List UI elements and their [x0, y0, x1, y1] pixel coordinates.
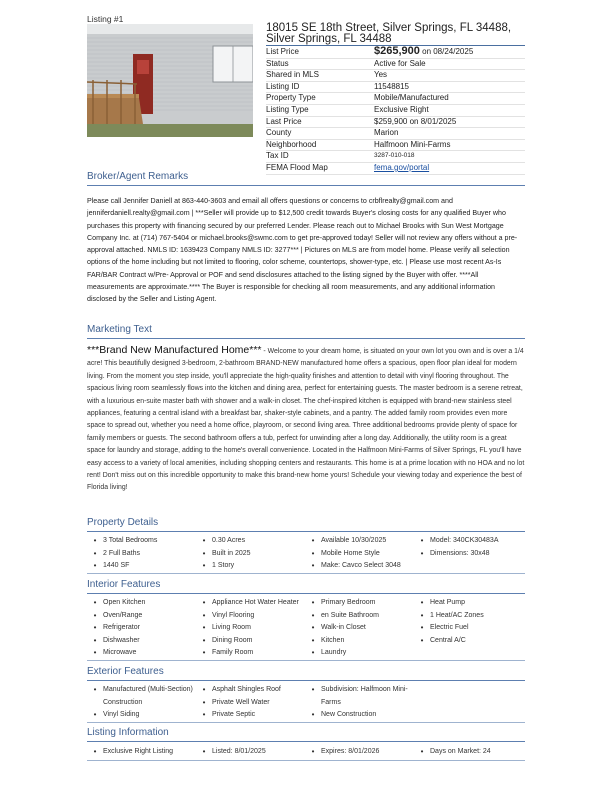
list-item: • Walk-in Closet: [311, 623, 366, 632]
exterior-features-list: [87, 684, 525, 722]
detail-key: Neighborhood: [266, 139, 374, 151]
marketing-text: [87, 344, 525, 495]
detail-row-status: [266, 58, 525, 70]
detail-row-shared-mls: [266, 70, 525, 82]
list-item: • Built in 2025: [202, 548, 251, 558]
list-item: • Model: 340CK30483A: [420, 536, 499, 545]
listing-information-list: [87, 746, 525, 759]
property-details-list: [87, 535, 525, 573]
detail-key: Tax ID: [266, 151, 374, 163]
list-item: • Dimensions: 30x48: [420, 548, 490, 558]
list-item: • Subdivision: Halfmoon Mini-Farms: [311, 685, 408, 706]
list-item: • Heat Pump: [420, 598, 466, 607]
detail-key: Listing ID: [266, 81, 374, 93]
list-item: • Open Kitchen: [93, 598, 146, 607]
list-item: • Vinyl Siding: [93, 710, 140, 719]
detail-row-listing-type: [266, 104, 525, 116]
detail-value: Mobile/Manufactured: [374, 93, 525, 105]
list-item: • Electric Fuel: [420, 623, 469, 632]
list-item: • Dishwasher: [93, 635, 140, 645]
marketing-body: - Welcome to your dream home, is situated on your own lot you own and is over a 1/4 acre! This beautifully designed 3-bedroom, 2-bathroom BRAND-NEW manufactured home offers a spacious, open floor plan ideal for modern living. From the moment you step inside, you'll appreciate the high-quality finishes and attention to detail with vinyl flooring throughout. The spacious living room seamlessly flows into the kitchen and dining area, perfect for entertaining guests. The master bedroom is a serene retreat, with a luxurious en-suite master bath with shower and a walk-in closet. The chef-inspired kitchen is equipped with brand-new stainless steel appliances, featuring a central island with a breakfast bar, shaker-style cabinets, and a pantry. The added family room provides even more space to spread out, whether you need a home office, playroom, or second living area. Three additional bedrooms provide plenty of space for family members or guests. The second bathroom offers a tub, perfect for unwinding after a long day. Additionally, the utility room is a great space for laundry and storage, adding to the home's overall convenience. Located in the Halfmoon Mini-Farms of Silver Springs, FL you'll have easy access to a variety of local amenities, including shopping centers and restaurants. This home is at a prime location with no HOA and no lot rent! Don't miss out on this incredible opportunity to make this brand-new home yours! Schedule your viewing today and experience the best of Florida living!: [87, 348, 525, 492]
list-item: • Private Septic: [202, 710, 256, 719]
list-item: • Listed: 8/01/2025: [202, 747, 266, 756]
detail-row-list-price: [266, 46, 525, 59]
list-item: • Appliance Hot Water Heater: [202, 598, 299, 607]
detail-key: FEMA Flood Map: [266, 162, 374, 174]
detail-value: 3287-010-018: [374, 151, 525, 163]
list-item: • Refrigerator: [93, 623, 140, 632]
broker-remarks-heading: Broker/Agent Remarks: [87, 171, 525, 186]
list-item: • Manufactured (Multi-Section) Construction: [93, 685, 193, 706]
list-item: • Mobile Home Style: [311, 548, 380, 558]
property-photo[interactable]: [87, 24, 253, 137]
list-item: • Living Room: [202, 623, 251, 632]
list-item: • Family Room: [202, 648, 254, 657]
list-item: • 1 Story: [202, 561, 235, 570]
list-item: • Private Well Water: [202, 697, 270, 707]
detail-key: Status: [266, 58, 374, 70]
list-item: • Available 10/30/2025: [311, 536, 387, 545]
list-item: • 0.30 Acres: [202, 536, 246, 545]
divider: [87, 573, 525, 574]
list-price-date: on 08/24/2025: [419, 47, 474, 56]
list-item: • Days on Market: 24: [420, 747, 491, 756]
detail-row-last-price: [266, 116, 525, 128]
house-photo-image: [87, 24, 253, 137]
property-details-heading: Property Details: [87, 517, 525, 532]
listing-details-table: [266, 45, 525, 175]
detail-row-county: [266, 128, 525, 140]
list-item: • Microwave: [93, 648, 137, 657]
broker-remarks-text: Please call Jennifer Daniell at 863-440-3603 and email all offers questions or concerns to crbflrealty@gmail.com and jenniferdaniell.realty@gmail.com | ***Seller will provide up to $12,500 credit towards Buyer's closing costs for any qualified Buyer who purchases this property with financing secured by our preferred Lender. Please reach out to Michael Brooks with Sun West Mortgage Company Inc. at (714) 767-5404 or michael.brooks@swmc.com to get pre-approved today! Seller will not review any offers without a pre-approval attached. NMLS ID: 1639423 Company NMLS ID: 3277*** | Pictures on MLS are from model home. Please verify all selection options of the home including but not limited to flooring, color scheme, countertops, shower-type, etc. | Please use most recent As-Is FAR/BAR Contract w/Pre- Approval or POF and send disclosures attached to the listing signed by the Buyer with offer. ****All measurements are approximate.**** The Buyer is responsible for checking all room measurements, and any additional information disclosed by the Seller and Listing Agent.: [87, 197, 518, 304]
marketing-heading: Marketing Text: [87, 324, 525, 339]
detail-value: Exclusive Right: [374, 104, 525, 116]
list-item: • en Suite Bathroom: [311, 610, 379, 620]
detail-row-property-type: [266, 93, 525, 105]
listing-information-heading: Listing Information: [87, 727, 525, 742]
fema-link[interactable]: fema.gov/portal: [374, 162, 430, 172]
listing-number: Listing #1: [87, 14, 124, 24]
detail-value: 11548815: [374, 81, 525, 93]
list-item: • Kitchen: [311, 635, 345, 645]
list-item: • 3 Total Bedrooms: [93, 536, 158, 545]
interior-features-heading: Interior Features: [87, 579, 525, 594]
list-item: • 1 Heat/AC Zones: [420, 610, 484, 620]
list-price: $265,900: [374, 45, 420, 57]
exterior-features-heading: Exterior Features: [87, 666, 525, 681]
marketing-lead: ***Brand New Manufactured Home***: [87, 344, 262, 356]
detail-value: $259,900 on 8/01/2025: [374, 116, 525, 128]
detail-row-tax-id: [266, 151, 525, 163]
detail-key: List Price: [266, 46, 374, 59]
detail-value: Halfmoon Mini-Farms: [374, 139, 525, 151]
divider: [87, 660, 525, 661]
list-item: • Expires: 8/01/2026: [311, 747, 380, 756]
list-item: • Asphalt Shingles Roof: [202, 685, 281, 694]
interior-features-list: [87, 597, 525, 660]
list-item: • 1440 SF: [93, 561, 130, 570]
detail-key: County: [266, 128, 374, 140]
list-item: • Vinyl Flooring: [202, 610, 255, 620]
detail-row-neighborhood: [266, 139, 525, 151]
detail-row-listing-id: [266, 81, 525, 93]
detail-value: Active for Sale: [374, 58, 525, 70]
list-item: • Exclusive Right Listing: [93, 747, 174, 756]
list-item: • Primary Bedroom: [311, 598, 376, 607]
detail-value: Yes: [374, 70, 525, 82]
divider: [87, 722, 525, 723]
detail-key: Listing Type: [266, 104, 374, 116]
detail-key: Property Type: [266, 93, 374, 105]
list-item: • 2 Full Baths: [93, 548, 140, 558]
detail-key: Shared in MLS: [266, 70, 374, 82]
list-item: • Dining Room: [202, 635, 253, 645]
list-item: • Oven/Range: [93, 610, 143, 620]
property-address: 18015 SE 18th Street, Silver Springs, FL 34488, Silver Springs, FL 34488: [266, 22, 512, 45]
list-item: • New Construction: [311, 710, 377, 719]
list-item: • Central A/C: [420, 635, 466, 645]
detail-key: Last Price: [266, 116, 374, 128]
list-item: • Laundry: [311, 648, 347, 657]
list-item: • Make: Cavco Select 3048: [311, 561, 401, 570]
detail-value: Marion: [374, 128, 525, 140]
divider: [87, 760, 525, 761]
